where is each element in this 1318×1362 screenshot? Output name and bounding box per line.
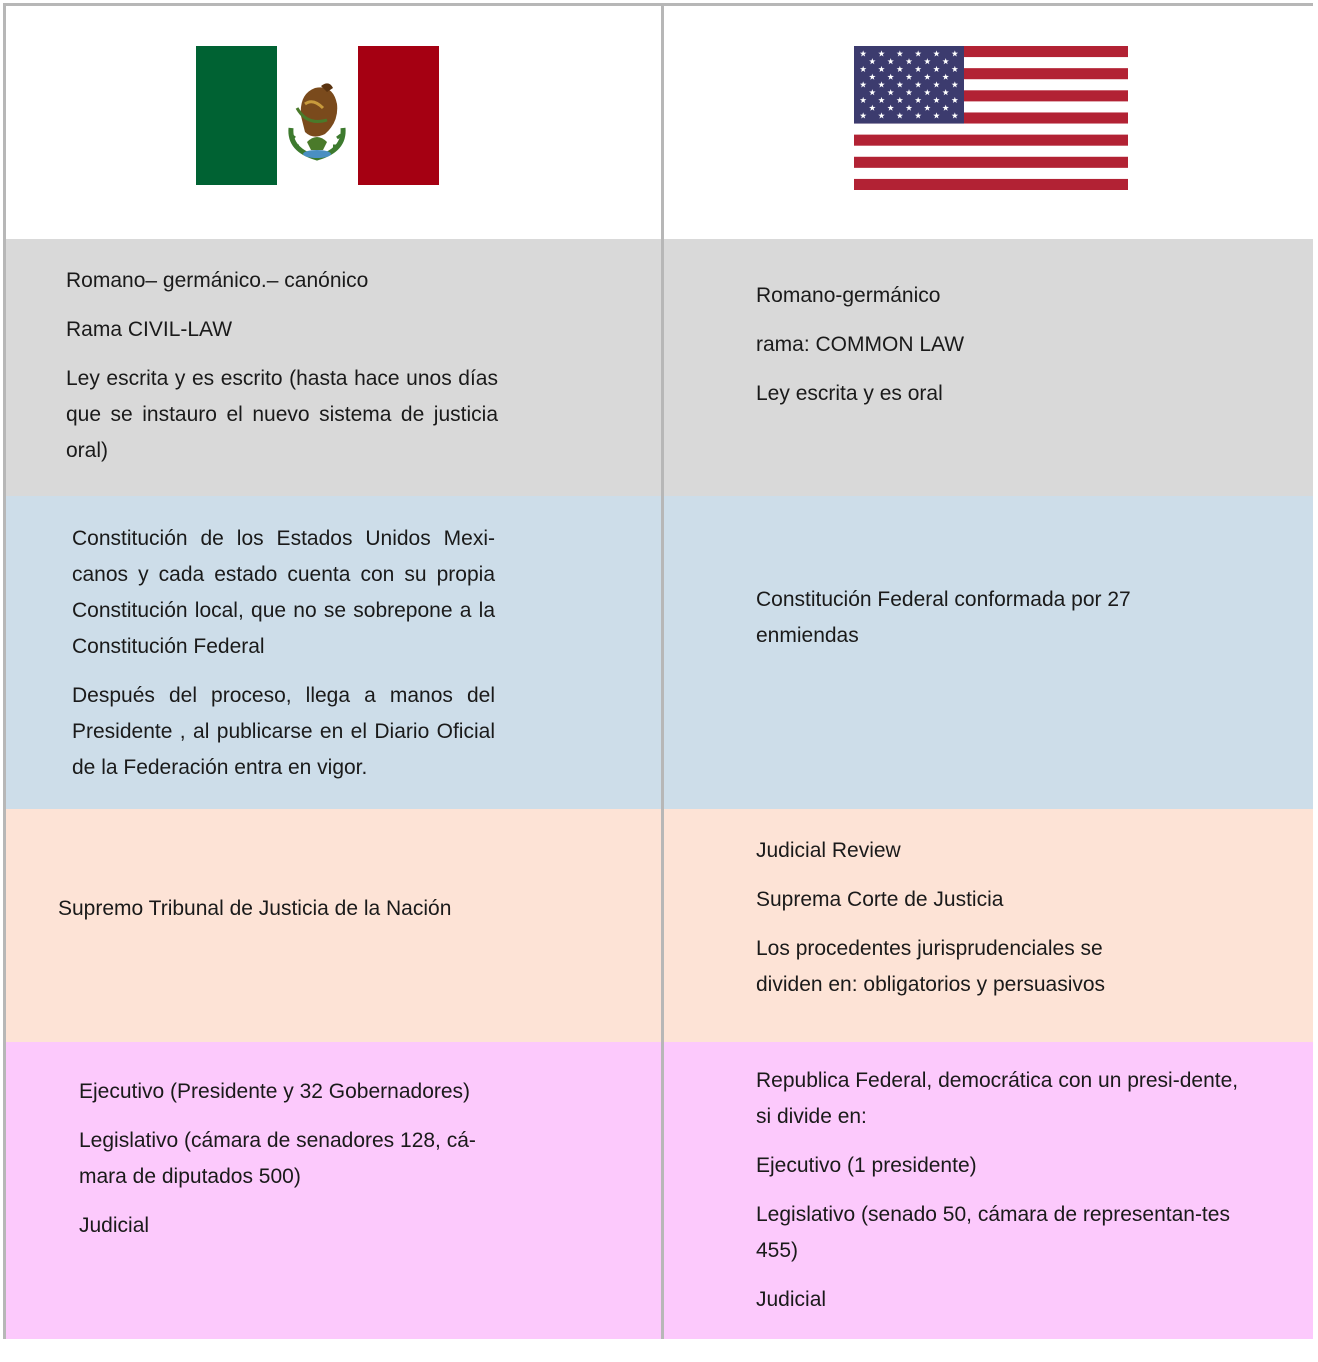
mexico-constitution-paragraph: Después del proceso, llega a manos del Presidente , al publicarse en el Diario Oficial de la Federación entra en vigor.: [72, 684, 495, 779]
column-divider: [661, 3, 664, 1339]
mexico-origin-line: Romano– germánico.– canónico: [66, 269, 369, 292]
mexico-court-line: Supremo Tribunal de Justicia de la Nación: [58, 897, 452, 920]
usa-flag-icon: [854, 46, 1128, 190]
usa-constitution-text: [756, 582, 1146, 654]
mexico-court-text: [58, 891, 618, 927]
usa-origin-text: [756, 278, 1236, 412]
usa-government-text: [756, 1063, 1246, 1318]
usa-flag-stripe: [854, 179, 1128, 190]
mexico-government-text: [79, 1074, 507, 1244]
mexico-origin-line: Ley escrita y es escrito (hasta hace unos días que se instauro el nuevo sistema de justicia oral): [66, 367, 498, 462]
mexico-government-line: Ejecutivo (Presidente y 32 Gobernadores): [79, 1080, 471, 1103]
mexico-government-line: Judicial: [79, 1214, 150, 1237]
mexico-government-line: Legislativo (cámara de senadores 128, cá-mara de diputados 500): [79, 1129, 476, 1188]
mexico-constitution-text: [72, 521, 495, 786]
usa-government-line: Judicial: [756, 1288, 827, 1311]
usa-court-line: Los procedentes jurisprudenciales se dividen en: obligatorios y persuasivos: [756, 937, 1106, 996]
usa-origin-line: Ley escrita y es oral: [756, 382, 943, 405]
usa-origin-line: rama: COMMON LAW: [756, 333, 965, 356]
mexico-origin-text: [66, 263, 498, 469]
mexico-coat-of-arms-icon: [277, 46, 358, 185]
usa-origin-line: Romano-germánico: [756, 284, 941, 307]
usa-government-line: Legislativo (senado 50, cámara de representan-tes 455): [756, 1203, 1230, 1262]
mexico-origin-line: Rama CIVIL-LAW: [66, 318, 233, 341]
mexico-flag-green-band: [196, 46, 277, 185]
usa-constitution-paragraph: Constitución Federal conformada por 27 enmiendas: [756, 588, 1131, 647]
usa-court-line: Suprema Corte de Justicia: [756, 888, 1004, 911]
usa-government-line: Republica Federal, democrática con un presi-dente, si divide en:: [756, 1069, 1239, 1128]
mexico-constitution-paragraph: Constitución de los Estados Unidos Mexi-canos y cada estado cuenta con su propia Constitución local, que no se sobrepone a la Constitución Federal: [72, 527, 495, 658]
mexico-flag-icon: [196, 46, 439, 185]
usa-government-line: Ejecutivo (1 presidente): [756, 1154, 977, 1177]
mexico-flag-white-band: [277, 46, 358, 185]
usa-flag-canton: [854, 46, 964, 124]
mexico-flag-red-band: [358, 46, 439, 185]
usa-flag-stripe: [854, 157, 1128, 168]
usa-flag-stripe: [854, 135, 1128, 146]
usa-court-line: Judicial Review: [756, 839, 901, 862]
usa-court-text: [756, 833, 1156, 1003]
